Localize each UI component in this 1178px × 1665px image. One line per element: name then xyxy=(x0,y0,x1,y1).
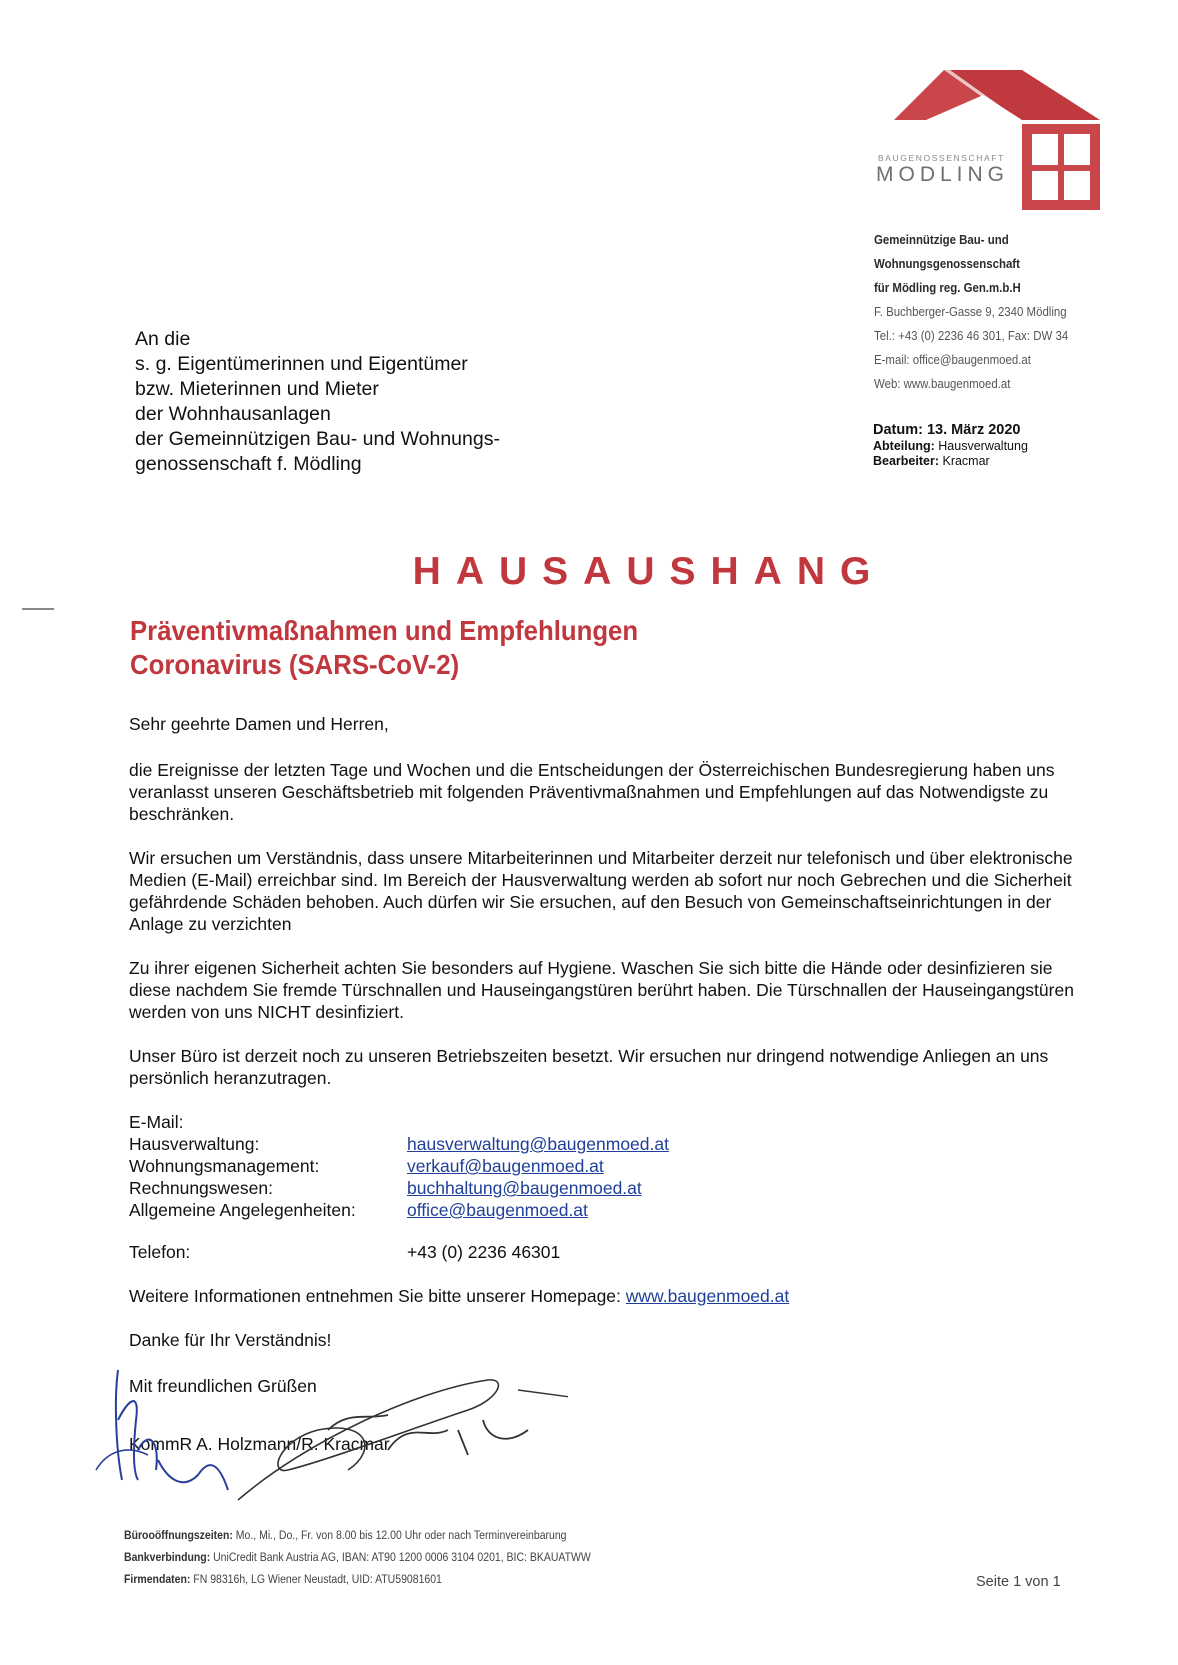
recipient-address xyxy=(135,327,500,477)
recipient-line: An die xyxy=(135,328,191,350)
letter-body xyxy=(129,713,1089,1477)
signatories: KommR A. Holzmann/R. Kracmar xyxy=(129,1434,390,1454)
homepage-link[interactable]: www.baugenmoed.at xyxy=(625,1286,790,1306)
company-address: F. Buchberger-Gasse 9, 2340 Mödling xyxy=(874,304,1067,319)
contact-row xyxy=(129,1133,1089,1155)
contact-label: Hausverwaltung: xyxy=(129,1134,260,1154)
contact-row xyxy=(129,1155,1089,1177)
bank-details xyxy=(124,1546,591,1568)
bank-label: Bankverbindung: xyxy=(124,1550,211,1564)
fold-mark xyxy=(22,608,54,610)
date-value: 13. März 2020 xyxy=(926,422,1021,438)
company-name-line: Wohnungsgenossenschaft xyxy=(874,256,1020,271)
house-logo-icon xyxy=(872,70,1104,212)
body-paragraph: Unser Büro ist derzeit noch zu unseren Betriebszeiten besetzt. Wir ersuchen nur dringend notwendige Anliegen an uns persönlich heranzutragen. xyxy=(129,1046,1049,1088)
notice-subtitle xyxy=(130,614,638,682)
contact-email-link[interactable]: office@baugenmoed.at xyxy=(407,1200,588,1220)
recipient-line: bzw. Mieterinnen und Mieter xyxy=(135,378,379,400)
department-label: Abteilung: xyxy=(873,439,935,453)
company-web: Web: www.baugenmoed.at xyxy=(874,376,1011,391)
letter-handler xyxy=(873,454,1028,469)
contact-label: Wohnungsmanagement: xyxy=(129,1156,320,1176)
recipient-line: genossenschaft f. Mödling xyxy=(135,453,362,475)
office-hours xyxy=(124,1524,591,1546)
contact-email-link[interactable]: buchhaltung@baugenmoed.at xyxy=(407,1178,642,1198)
contact-email-link[interactable]: verkauf@baugenmoed.at xyxy=(407,1156,604,1176)
letter-meta xyxy=(873,422,1028,469)
body-paragraph: Zu ihrer eigenen Sicherheit achten Sie besonders auf Hygiene. Waschen Sie sich bitte die Hände oder desinfizieren sie diese nachdem Sie fremde Türschnallen und Hauseingangstüren berührt haben. Die Türschnallen der Hauseingangstüren werden von uns NICHT desinfiziert. xyxy=(129,958,1074,1022)
company-data-label: Firmendaten: xyxy=(124,1572,191,1586)
company-logo xyxy=(872,70,1104,212)
letter-footer xyxy=(124,1524,591,1590)
body-paragraph: die Ereignisse der letzten Tage und Wochen und die Entscheidungen der Österreichischen Bundesregierung haben uns veranlasst unseren Geschäftsbetrieb mit folgenden Präventivmaßnahmen und Empfehlungen auf das Notwendigste zu beschränken. xyxy=(129,760,1055,824)
logo-name: MODLING xyxy=(876,163,1010,186)
office-hours-label: Bürooöffnungszeiten: xyxy=(124,1528,233,1542)
contact-list xyxy=(129,1111,1089,1263)
company-data xyxy=(124,1568,591,1590)
closing-line: Mit freundlichen Grüßen xyxy=(129,1376,317,1396)
department-value: Hausverwaltung xyxy=(938,439,1028,453)
subtitle-line: Coronavirus (SARS-CoV-2) xyxy=(130,649,460,680)
handler-value: Kracmar xyxy=(942,454,990,468)
phone-label: Telefon: xyxy=(129,1242,191,1262)
logo-subtitle: BAUGENOSSENSCHAFT xyxy=(878,153,1005,163)
email-heading-label: E-Mail: xyxy=(129,1112,184,1132)
company-phone: Tel.: +43 (0) 2236 46 301, Fax: DW 34 xyxy=(874,328,1069,343)
recipient-line: der Gemeinnützigen Bau- und Wohnungs- xyxy=(135,428,500,450)
phone-row xyxy=(129,1241,1089,1263)
recipient-line: s. g. Eigentümerinnen und Eigentümer xyxy=(135,353,468,375)
body-paragraph: Wir ersuchen um Verständnis, dass unsere Mitarbeiterinnen und Mitarbeiter derzeit nur telefonisch und über elektronische Medien (E-Mail) erreichbar sind. Im Bereich der Hausverwaltung werden ab sofort nur noch Gebrechen und die Sicherheit gefährdende Schäden behoben. Auch dürfen wir Sie ersuchen, auf den Besuch von Gemeinschaftseinrichtungen in der Anlage zu verzichten xyxy=(129,848,1073,934)
letter-date xyxy=(873,422,1028,439)
company-data-value: FN 98316h, LG Wiener Neustadt, UID: ATU59081601 xyxy=(190,1572,442,1586)
contact-label: Allgemeine Angelegenheiten: xyxy=(129,1200,356,1220)
contact-email-link[interactable]: hausverwaltung@baugenmoed.at xyxy=(407,1134,669,1154)
letter-department xyxy=(873,439,1028,454)
contact-row xyxy=(129,1177,1089,1199)
company-name-line: Gemeinnützige Bau- und xyxy=(874,232,1009,247)
email-heading xyxy=(129,1111,1089,1133)
company-name-line: für Mödling reg. Gen.m.b.H xyxy=(874,280,1021,295)
salutation: Sehr geehrte Damen und Herren, xyxy=(129,714,389,734)
phone-value: +43 (0) 2236 46301 xyxy=(407,1242,561,1262)
company-email: E-mail: office@baugenmoed.at xyxy=(874,352,1031,367)
company-info xyxy=(874,228,1114,396)
subtitle-line: Präventivmaßnahmen und Empfehlungen xyxy=(130,615,639,646)
recipient-line: der Wohnhausanlagen xyxy=(135,403,331,425)
further-info-text: Weitere Informationen entnehmen Sie bitte unserer Homepage: xyxy=(129,1286,626,1306)
thanks-line: Danke für Ihr Verständnis! xyxy=(129,1330,332,1350)
contact-row xyxy=(129,1199,1089,1221)
page-number: Seite 1 von 1 xyxy=(976,1574,1061,1590)
date-label: Datum: xyxy=(873,422,923,438)
office-hours-value: Mo., Mi., Do., Fr. von 8.00 bis 12.00 Uhr oder nach Terminvereinbarung xyxy=(232,1528,567,1542)
notice-title: HAUSAUSHANG xyxy=(412,550,886,593)
contact-label: Rechnungswesen: xyxy=(129,1178,273,1198)
handler-label: Bearbeiter: xyxy=(873,454,939,468)
further-info xyxy=(129,1285,1089,1307)
bank-value: UniCredit Bank Austria AG, IBAN: AT90 1200 0006 3104 0201, BIC: BKAUATWW xyxy=(210,1550,591,1564)
